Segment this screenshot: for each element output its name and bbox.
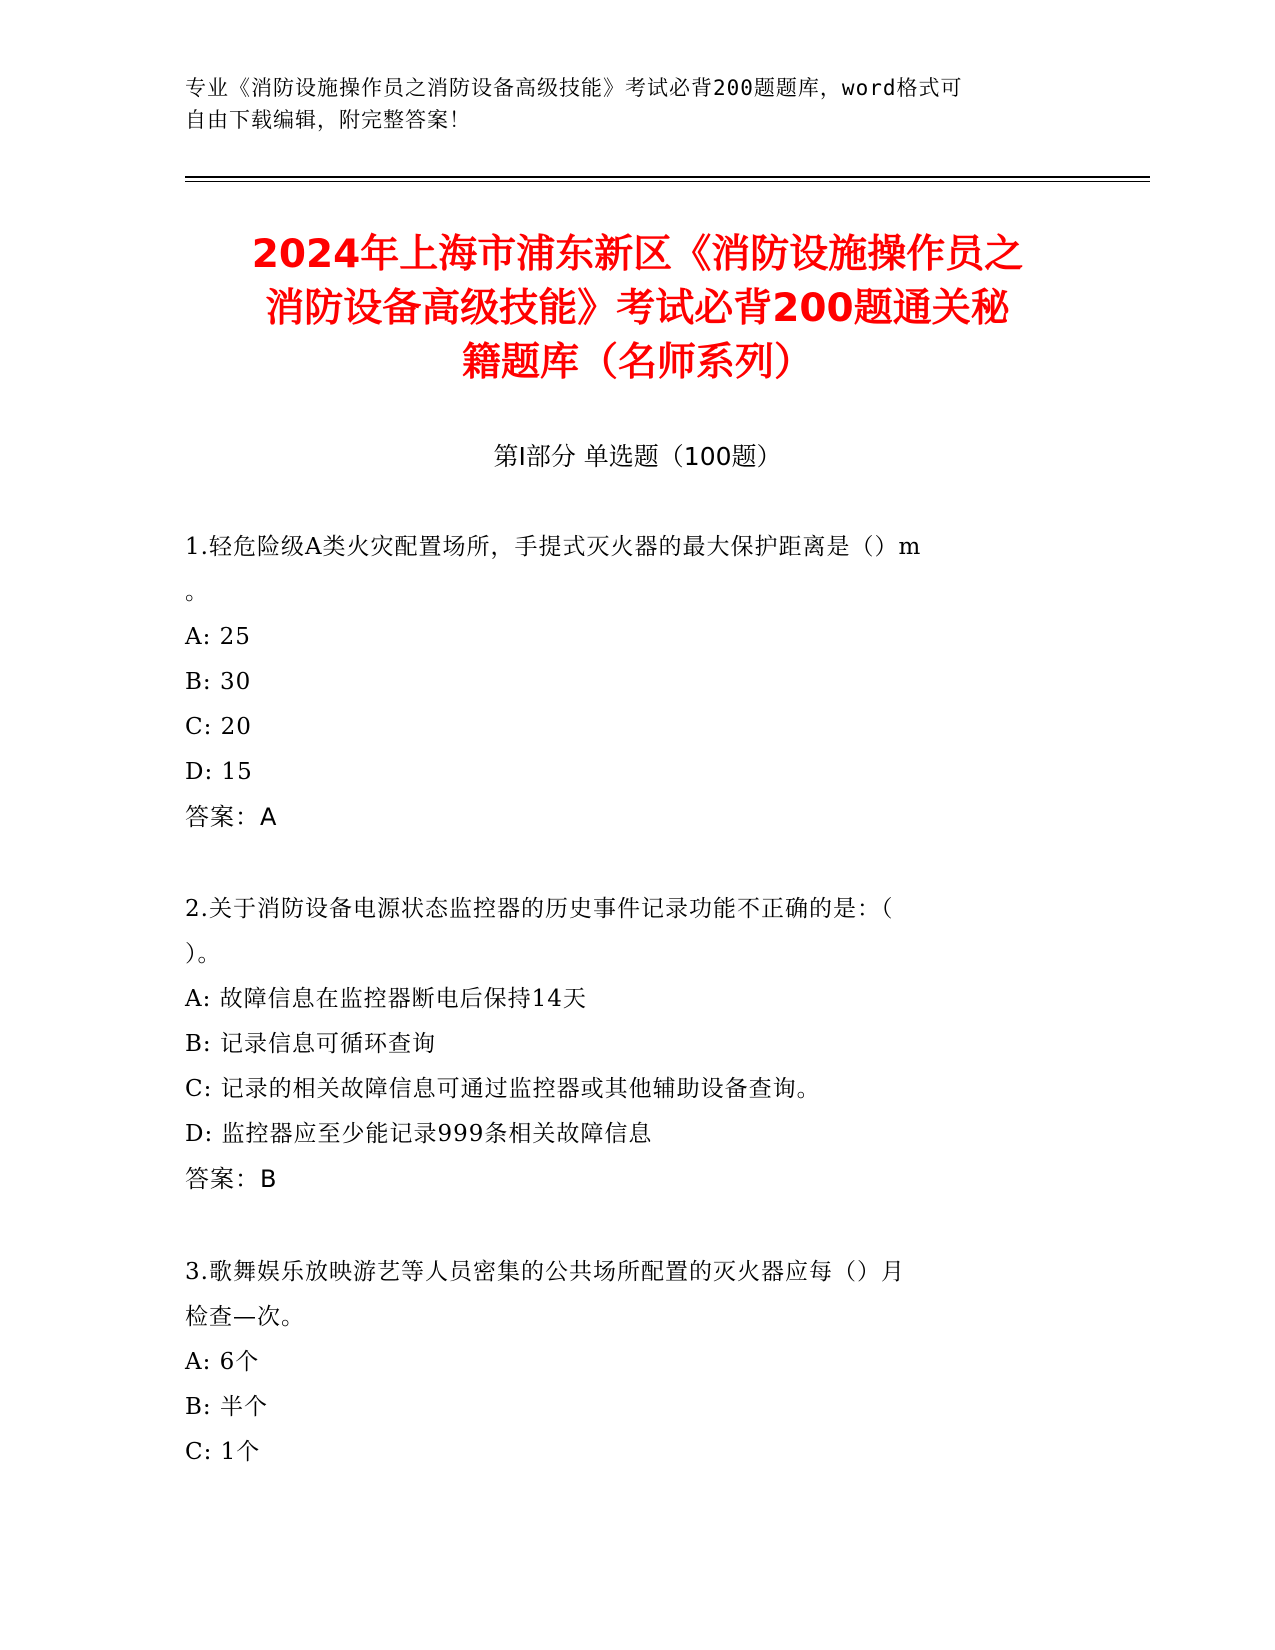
option-b: B: 30 bbox=[185, 669, 252, 695]
answer: 答案：B bbox=[185, 1165, 278, 1193]
option-c: C: 1个 bbox=[185, 1439, 261, 1465]
question-stem: 1.轻危险级A类火灾配置场所，手提式灭火器的最大保护距离是（）m bbox=[185, 534, 922, 560]
question-stem-continued: 。 bbox=[185, 579, 209, 605]
document-title bbox=[100, 228, 1175, 390]
header-note-line-1: 专业《消防设施操作员之消防设备高级技能》考试必背200题题库，word格式可 bbox=[185, 76, 963, 100]
title-line-3: 籍题库（名师系列） bbox=[461, 340, 813, 385]
answer: 答案：A bbox=[185, 803, 278, 831]
option-b: B: 半个 bbox=[185, 1394, 268, 1420]
question-stem: 2.关于消防设备电源状态监控器的历史事件记录功能不正确的是：（ bbox=[185, 896, 894, 922]
title-line-2: 消防设备高级技能》考试必背200题通关秘 bbox=[265, 286, 1010, 331]
header-note bbox=[185, 72, 1085, 136]
question-3 bbox=[185, 1250, 1085, 1475]
option-d: D: 监控器应至少能记录999条相关故障信息 bbox=[185, 1121, 653, 1147]
option-d: D: 15 bbox=[185, 759, 253, 785]
question-2 bbox=[185, 887, 1085, 1202]
option-a: A: 25 bbox=[185, 624, 251, 650]
option-c: C: 20 bbox=[185, 714, 252, 740]
option-a: A: 6个 bbox=[185, 1349, 260, 1375]
option-b: B: 记录信息可循环查询 bbox=[185, 1031, 436, 1057]
section-title: 第Ⅰ部分 单选题（100题） bbox=[493, 442, 782, 471]
question-stem-continued: 检查—次。 bbox=[185, 1304, 305, 1330]
header-divider-thick bbox=[185, 176, 1150, 178]
question-stem-continued: ）。 bbox=[185, 941, 222, 967]
header-note-line-2: 自由下载编辑，附完整答案！ bbox=[185, 108, 471, 132]
option-c: C: 记录的相关故障信息可通过监控器或其他辅助设备查询。 bbox=[185, 1076, 821, 1102]
header-divider-thin bbox=[185, 181, 1150, 182]
question-1 bbox=[185, 525, 1085, 840]
question-stem: 3.歌舞娱乐放映游艺等人员密集的公共场所配置的灭火器应每（）月 bbox=[185, 1259, 905, 1285]
option-a: A: 故障信息在监控器断电后保持14天 bbox=[185, 986, 587, 1012]
title-line-1: 2024年上海市浦东新区《消防设施操作员之 bbox=[251, 232, 1024, 277]
